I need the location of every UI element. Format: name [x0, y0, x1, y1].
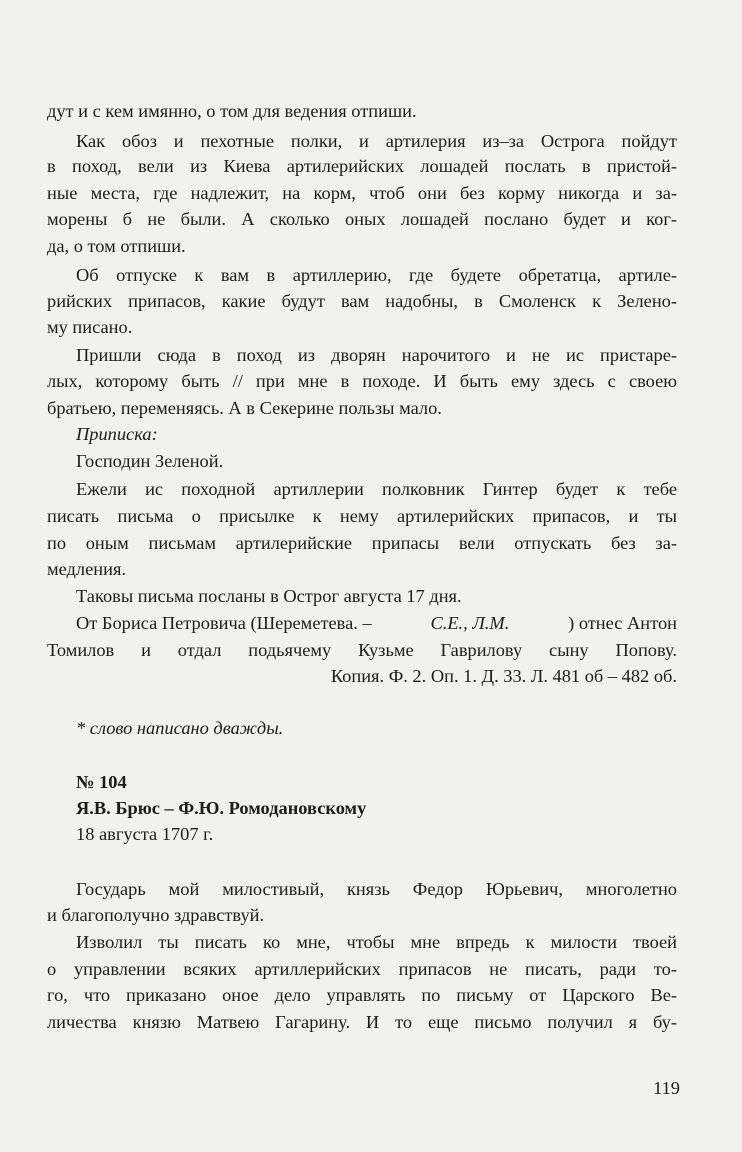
text-line: о управлении всяких артиллерийских припасов не писать, ради то- — [47, 959, 677, 979]
page-number: 119 — [653, 1078, 680, 1098]
text-line: писать письма о присылке к нему артилерийских припасов, и ты — [47, 506, 677, 526]
text-line: да, о том отпиши. — [47, 236, 186, 256]
text-line: дут и с кем имянно, о том для ведения отпиши. — [47, 101, 417, 121]
text-line: по оным письмам артилерийские припасы вели отпускать без за- — [47, 533, 677, 553]
text-line: Таковы письма посланы в Острог августа 17 дня. — [76, 586, 462, 606]
text-line — [76, 612, 677, 634]
text-line: Пришли сюда в поход из дворян нарочитого и не ис пристаре- — [76, 345, 677, 365]
doc-number: № 104 — [76, 772, 127, 792]
text-line: и благополучно здравствуй. — [47, 905, 265, 925]
editor-initials: С.Е., Л.М. — [430, 613, 510, 633]
text-line: братьею, переменяясь. А в Секерине пользы мало. — [47, 398, 442, 418]
text-line: медления. — [47, 559, 126, 579]
text-line: лых, которому быть // при мне в походе. И быть ему здесь с своею — [47, 371, 677, 391]
text-line: морены б не были. А сколько оных лошадей послано будет и ког- — [47, 209, 677, 229]
text-line: в поход, вели из Киева артилерийских лошадей послать в пристой- — [47, 156, 677, 176]
text-line: ные места, где надлежит, на корм, чтоб они без корму никогда и за- — [47, 183, 677, 203]
text-line: Ежели ис походной артиллерии полковник Гинтер будет к тебе — [76, 479, 677, 499]
footnote: * слово написано дважды. — [76, 718, 284, 738]
text-line: Государь мой милостивый, князь Федор Юрьевич, многолетно — [76, 879, 677, 899]
text-line: му писано. — [47, 317, 133, 337]
text-line: Господин Зеленой. — [76, 451, 224, 471]
text-line: Изволил ты писать ко мне, чтобы мне впредь к милости твоей — [76, 932, 677, 952]
doc-title: Я.В. Брюс – Ф.Ю. Ромодановскому — [76, 798, 367, 818]
text-line: Об отпуске к вам в артиллерию, где будете обретатца, артиле- — [76, 265, 677, 285]
text-line: рийских припасов, какие будут вам надобны, в Смоленск к Зелено- — [47, 291, 677, 311]
postscript-label: Приписка: — [76, 424, 158, 444]
text-segment: От Бориса Петровича (Шереметева. – — [76, 613, 372, 633]
text-line: Как обоз и пехотные полки, и артилерия из–за Острога пойдут — [76, 131, 677, 151]
text-line: го, что приказано оное дело управлять по письму от Царского Ве- — [47, 985, 677, 1005]
archive-reference: Копия. Ф. 2. Оп. 1. Д. 33. Л. 481 об – 482 об. — [330, 666, 677, 686]
doc-date: 18 августа 1707 г. — [76, 824, 214, 844]
text-line: Томилов и отдал подьячему Кузьме Гаврилову сыну Попову. — [47, 640, 677, 660]
text-segment: ) отнес Антон — [568, 613, 677, 633]
text-line: личества князю Матвею Гагарину. И то еще письмо получил я бу- — [47, 1012, 677, 1032]
